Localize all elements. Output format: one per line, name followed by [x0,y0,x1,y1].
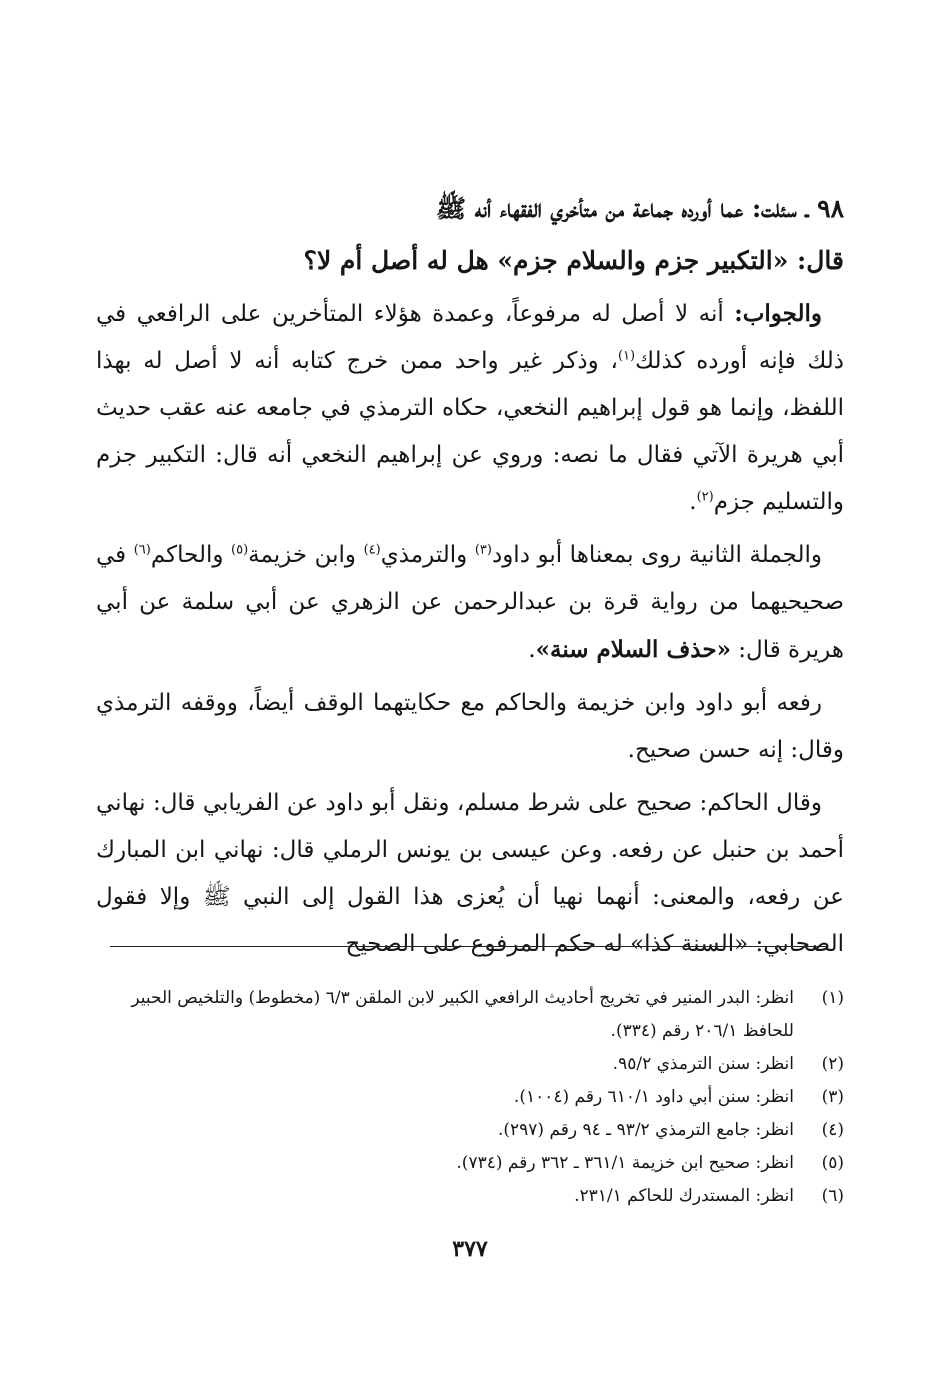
footnote-ref: (٢) [696,489,714,505]
hadith-quote: «حذف السلام سنة» [535,636,731,663]
paragraph-text: وابن خزيمة [248,542,364,568]
answer-lead: والجواب: [734,300,822,327]
paragraph-text: . [528,637,536,663]
footnote-number: (٤) [821,1120,844,1140]
footnote-number: (٦) [821,1186,844,1206]
page-number: ٣٧٧ [452,1236,488,1262]
footnote-divider [110,946,828,947]
footnote-item [96,982,844,1048]
footnote-item [96,1147,844,1180]
question-heading [96,183,844,287]
answer-body [96,290,844,974]
paragraph-hakim: وقال الحاكم: صحيح على شرط مسلم، ونقل أبو داود عن الفريابي قال: نهاني أحمد بن حنبل عن رفعه. وعن عيسى بن يونس الرملي قال: نهاني ابن المبارك عن رفعه، والمعنى: أنهما نهيا أن يُعزى هذا القول إلى النبي ﷺ وإلا فقول الصحابي: «السنة كذا» له حكم المرفوع على الصحيح [96,790,844,957]
paragraph-text: والجملة الثانية روى بمعناها أبو داود [491,542,823,568]
footnote-ref: (٥) [231,542,249,558]
paragraph-raf: رفعه أبو داود وابن خزيمة والحاكم مع حكايتهما الوقف أيضاً، ووقفه الترمذي وقال: إنه حسن صحيح. [96,690,844,763]
paragraph-text: في صحيحيهما من رواية قرة بن عبدالرحمن عن الزهري عن أبي سلمة عن أبي هريرة قال: [96,542,844,663]
paragraph-answer [96,290,844,526]
footnote-text: انظر: جامع الترمذي ٩٣/٢ ـ ٩٤ رقم (٢٩٧). [497,1120,794,1140]
footnote-ref: (٤) [363,542,381,558]
footnote-text: انظر: صحيح ابن خزيمة ٣٦١/١ ـ ٣٦٢ رقم (٧٣٤). [456,1153,794,1173]
footnote-item [96,1180,844,1213]
question-line-2: قال: «التكبير جزم والسلام جزم» هل له أصل أم لا؟ [303,246,844,275]
paragraph-text: أنه لا أصل له مرفوعاً، وعمدة هؤلاء المتأخرين على الرافعي في ذلك فإنه أورده كذلك [96,301,844,374]
paragraph-text: . [689,489,697,515]
footnote-text: انظر: البدر المنير في تخريج أحاديث الرافعي الكبير لابن الملقن ٦/٣ (مخطوط) والتلخيص الحبير للحافظ ٢٠٦/١ رقم (٣٣٤). [131,988,794,1041]
footnote-number: (٢) [821,1054,844,1074]
footnote-ref: (١) [617,348,636,364]
footnote-item [96,1048,844,1081]
paragraph-second-clause [96,532,844,674]
paragraph-text: ، وذكر غير واحد ممن خرج كتابه أنه لا أصل له بهذا اللفظ، وإنما هو قول إبراهيم النخعي، حكاه الترمذي في جامعه عنه عقب حديث أبي هريرة الآتي فقال ما نصه: وروي عن إبراهيم النخعي أنه قال: التكبير جزم والتسليم جزم [96,348,844,515]
footnote-ref: (٦) [133,542,151,558]
footnote-text: انظر: سنن أبي داود ٦١٠/١ رقم (١٠٠٤). [513,1087,794,1107]
footnote-number: (٣) [821,1087,844,1107]
footnote-number: (١) [821,988,844,1008]
footnote-number: (٥) [821,1153,844,1173]
footnote-text: انظر: المستدرك للحاكم ٢٣١/١. [574,1186,794,1206]
footnote-text: انظر: سنن الترمذي ٩٥/٢. [612,1054,794,1074]
paragraph-text: والترمذي [380,542,475,568]
paragraph-text: والحاكم [150,542,232,568]
footnote-item [96,1114,844,1147]
footnotes [96,982,844,1213]
footnote-ref: (٣) [474,542,492,558]
question-line-1: ٩٨ ـ سئلت: عما أورده جماعة من متأخري الفقهاء أنه ﷺ [435,194,844,223]
footnote-item [96,1081,844,1114]
